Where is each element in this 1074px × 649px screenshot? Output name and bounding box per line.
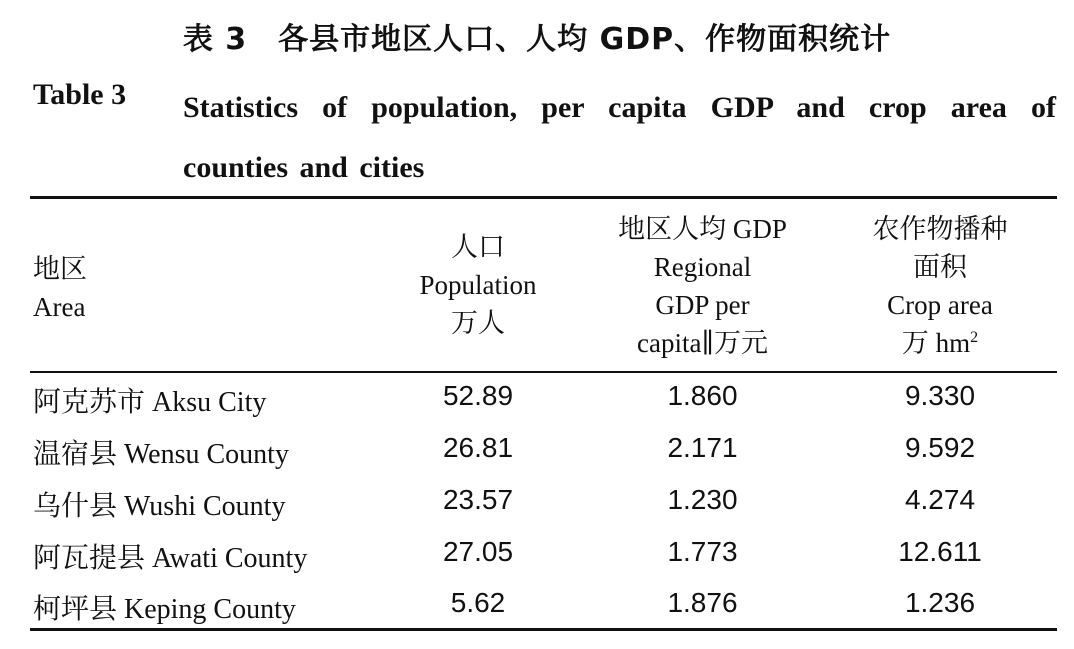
cell-area: 阿瓦提县 Awati County (33, 543, 308, 574)
header-crop-cn-2: 面积 (913, 252, 967, 282)
cell-population: 27.05 (442, 536, 514, 567)
cell-gdp: 1.773 (667, 536, 738, 567)
header-area (33, 250, 87, 326)
table-label-en: Table 3 (33, 78, 127, 111)
top-rule (30, 196, 1057, 199)
table-title-cn: 表 3 各县市地区人口、人均 GDP、作物面积统计 (182, 22, 892, 57)
table-row (0, 530, 1074, 582)
cell-population: 52.89 (442, 380, 514, 411)
cell-gdp: 1.860 (667, 380, 738, 411)
header-population (398, 228, 558, 342)
cell-area: 温宿县 Wensu County (33, 439, 289, 470)
header-area-en: Area (33, 292, 86, 322)
cell-area: 柯坪县 Keping County (33, 594, 296, 625)
header-crop-en: Crop area (887, 290, 993, 320)
table-row (0, 581, 1074, 633)
header-gdp-en-3: capita∥万元 (637, 328, 768, 358)
cell-crop: 4.274 (904, 484, 976, 515)
mid-rule (30, 371, 1057, 373)
header-gdp-en-2: GDP per (655, 290, 750, 320)
table-row (0, 426, 1074, 478)
cell-population: 26.81 (442, 432, 514, 463)
header-area-cn: 地区 (33, 254, 87, 284)
header-gdp (590, 210, 815, 362)
cell-area: 乌什县 Wushi County (33, 491, 286, 522)
header-gdp-en-1: Regional (653, 252, 752, 282)
cell-population: 5.62 (450, 587, 506, 618)
header-crop-unit: 万 $hm^2$ (901, 328, 979, 358)
table-title-en: Statistics of population, per capita GDP and crop area of counties and cities (183, 91, 1056, 184)
cell-population: 23.57 (442, 484, 514, 515)
cell-crop: 1.236 (904, 587, 976, 618)
header-crop-cn-1: 农作物播种 (872, 214, 1008, 244)
cell-area: 阿克苏市 Aksu City (33, 387, 267, 418)
header-crop (840, 210, 1040, 362)
cell-gdp: 2.171 (667, 432, 738, 463)
unit-superscript: 2 (970, 329, 979, 346)
header-gdp-cn: 地区人均 GDP (618, 214, 787, 244)
header-population-cn: 人口 (451, 232, 505, 262)
table-row (0, 478, 1074, 530)
header-population-unit: 万人 (451, 308, 505, 338)
table-row (0, 374, 1074, 426)
cell-crop: 12.611 (898, 536, 982, 567)
cell-crop: 9.330 (904, 380, 976, 411)
cell-gdp: 1.230 (667, 484, 738, 515)
header-population-en: Population (419, 270, 537, 300)
cell-gdp: 1.876 (667, 587, 738, 618)
cell-crop: 9.592 (904, 432, 976, 463)
bottom-rule (30, 628, 1057, 631)
